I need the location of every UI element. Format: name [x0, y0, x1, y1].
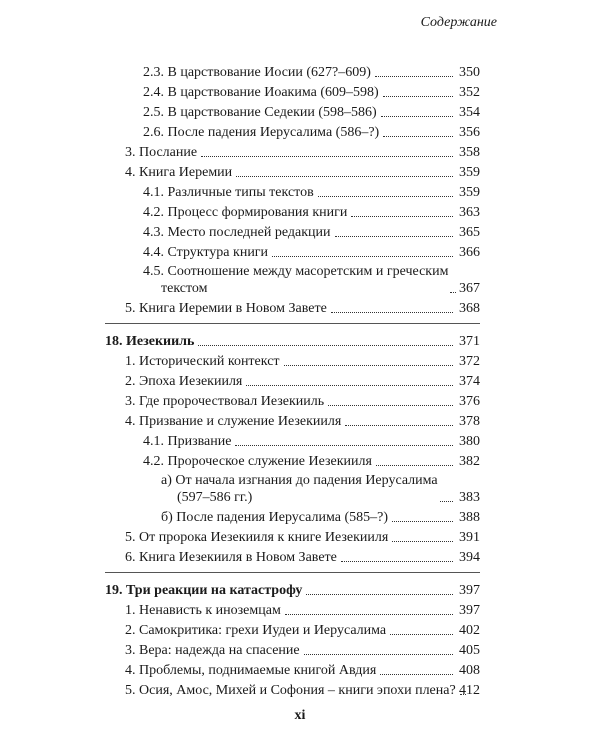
dot-leader: [380, 674, 453, 675]
toc-entry-page: 394: [459, 550, 480, 565]
dot-leader: [198, 345, 453, 346]
toc-entry[interactable]: [105, 659, 480, 679]
toc-entry-title: 2. Самокритика: грехи Иудеи и Иерусалима: [125, 623, 387, 638]
toc-entry[interactable]: [105, 350, 480, 370]
toc-entry-page: 363: [459, 205, 480, 220]
toc-entry[interactable]: [105, 679, 480, 699]
dot-leader: [381, 116, 453, 117]
toc-entry-page: 367: [459, 281, 480, 296]
toc-entry-page: 391: [459, 530, 480, 545]
running-header: Содержание: [420, 15, 497, 30]
toc-entry-title: 2. Эпоха Иезекииля: [125, 374, 243, 389]
dot-leader: [383, 136, 453, 137]
toc-entry-page: 374: [459, 374, 480, 389]
toc-entry-title: 2.5. В царствование Седекии (598–586): [143, 105, 377, 120]
toc-entry-title: 4.2. Процесс формирования книги: [143, 205, 348, 220]
toc-entry-page: 352: [459, 85, 480, 100]
toc-entry-page: 356: [459, 125, 480, 140]
toc-entry-title: 6. Книга Иезекииля в Новом Завете: [125, 550, 337, 565]
toc-entry-page: 368: [459, 301, 480, 316]
dot-leader: [351, 216, 453, 217]
dot-leader: [235, 445, 453, 446]
toc-entry-page: 358: [459, 145, 480, 160]
dot-leader: [335, 236, 453, 237]
toc-entry-page: 380: [459, 434, 480, 449]
toc-entry[interactable]: [105, 506, 480, 526]
toc-entry[interactable]: [105, 101, 480, 121]
toc-entry-page: 397: [459, 583, 480, 598]
toc-chapter[interactable]: [105, 579, 480, 599]
toc-entry-title: а) От начала изгнания до падения Иерусалима: [161, 473, 438, 488]
toc-entry-page: 350: [459, 65, 480, 80]
toc-chapter[interactable]: [105, 330, 480, 350]
toc-entry-page: 397: [459, 603, 480, 618]
section-divider: [105, 323, 480, 324]
toc-entry[interactable]: [105, 221, 480, 241]
dot-leader: [284, 365, 453, 366]
toc-entry-page: 402: [459, 623, 480, 638]
toc-entry[interactable]: [105, 81, 480, 101]
toc-entry-page: 354: [459, 105, 480, 120]
toc-entry-title: 3. Вера: надежда на спасение: [125, 643, 300, 658]
toc-entry-page: 383: [459, 490, 480, 505]
toc-chapter-title: 19. Три реакции на катастрофу: [105, 583, 303, 598]
toc-entry-title: 3. Послание: [125, 145, 198, 160]
toc-entry[interactable]: [105, 450, 480, 470]
toc-entry[interactable]: [105, 619, 480, 639]
dot-leader: [383, 96, 453, 97]
toc-entry-title: 4.3. Место последней редакции: [143, 225, 331, 240]
toc-entry-title-continued: текстом: [161, 281, 208, 296]
toc-entry[interactable]: [105, 261, 480, 297]
toc-entry-title: 4.2. Пророческое служение Иезекииля: [143, 454, 372, 469]
toc-entry[interactable]: [105, 526, 480, 546]
toc-entry[interactable]: [105, 546, 480, 566]
toc-entry-title: 4.4. Структура книги: [143, 245, 269, 260]
toc-entry-title: 1. Исторический контекст: [125, 354, 280, 369]
toc-entry-title: 5. Осия, Амос, Михей и Софония – книги эпохи плена?: [125, 683, 456, 698]
toc-entry-page: 378: [459, 414, 480, 429]
toc-entry-title: 3. Где пророчествовал Иезекииль: [125, 394, 325, 409]
toc-entry-title: 4.5. Соотношение между масоретским и греческим: [143, 264, 449, 279]
dot-leader: [272, 256, 453, 257]
dot-leader: [304, 654, 453, 655]
toc-entry-title: 4.1. Призвание: [143, 434, 232, 449]
toc-entry[interactable]: [105, 121, 480, 141]
dot-leader: [328, 405, 453, 406]
toc-entry-page: 372: [459, 354, 480, 369]
toc-entry-page: 405: [459, 643, 480, 658]
toc-entry-page: 366: [459, 245, 480, 260]
dot-leader: [375, 76, 453, 77]
dot-leader: [318, 196, 453, 197]
toc-entry[interactable]: [105, 370, 480, 390]
dot-leader: [201, 156, 453, 157]
toc-entry-title-continued: (597–586 гг.): [177, 490, 253, 505]
toc-entry[interactable]: [105, 161, 480, 181]
dot-leader: [345, 425, 453, 426]
toc-entry-title: 5. Книга Иеремии в Новом Завете: [125, 301, 327, 316]
dot-leader: [236, 176, 453, 177]
toc-entry[interactable]: [105, 141, 480, 161]
dot-leader: [341, 561, 453, 562]
page-number: xi: [294, 708, 306, 723]
toc-entry-title: 2.6. После падения Иерусалима (586–?): [143, 125, 380, 140]
toc-entry[interactable]: [105, 201, 480, 221]
toc-entry-page: 359: [459, 165, 480, 180]
toc-entry-page: 382: [459, 454, 480, 469]
dot-leader: [376, 465, 453, 466]
toc-chapter-title: 18. Иезекииль: [105, 334, 195, 349]
toc-entry[interactable]: [105, 61, 480, 81]
toc-entry-title: 4. Призвание и служение Иезекииля: [125, 414, 342, 429]
toc-entry[interactable]: [105, 599, 480, 619]
toc-entry-title: 5. От пророка Иезекииля к книге Иезекииля: [125, 530, 389, 545]
toc-entry[interactable]: [105, 430, 480, 450]
toc-entry-title: 4. Книга Иеремии: [125, 165, 233, 180]
dot-leader: [390, 634, 453, 635]
toc-entry[interactable]: [105, 181, 480, 201]
toc-entry[interactable]: [105, 410, 480, 430]
toc-entry-page: 359: [459, 185, 480, 200]
toc-entry[interactable]: [105, 639, 480, 659]
toc-entry[interactable]: [105, 241, 480, 261]
dot-leader: [331, 312, 453, 313]
table-of-contents: [105, 61, 480, 699]
toc-entry-page: 408: [459, 663, 480, 678]
dot-leader: [440, 501, 453, 502]
toc-entry-title: 2.3. В царствование Иосии (627?–609): [143, 65, 371, 80]
toc-entry-page: 388: [459, 510, 480, 525]
toc-entry-page: 412: [459, 683, 480, 698]
dot-leader: [246, 385, 453, 386]
toc-entry-page: 365: [459, 225, 480, 240]
toc-entry-title: 2.4. В царствование Иоакима (609–598): [143, 85, 379, 100]
toc-entry-title: 4. Проблемы, поднимаемые книгой Авдия: [125, 663, 377, 678]
toc-entry-page: 376: [459, 394, 480, 409]
dot-leader: [392, 541, 453, 542]
toc-entry-title: б) После падения Иерусалима (585–?): [161, 510, 388, 525]
toc-entry-title: 1. Ненависть к иноземцам: [125, 603, 281, 618]
section-divider: [105, 572, 480, 573]
dot-leader: [285, 614, 453, 615]
toc-entry[interactable]: [105, 390, 480, 410]
toc-entry[interactable]: [105, 297, 480, 317]
dot-leader: [306, 594, 453, 595]
toc-entry-title: 4.1. Различные типы текстов: [143, 185, 314, 200]
toc-entry[interactable]: [105, 470, 480, 506]
dot-leader: [392, 521, 453, 522]
toc-entry-page: 371: [459, 334, 480, 349]
